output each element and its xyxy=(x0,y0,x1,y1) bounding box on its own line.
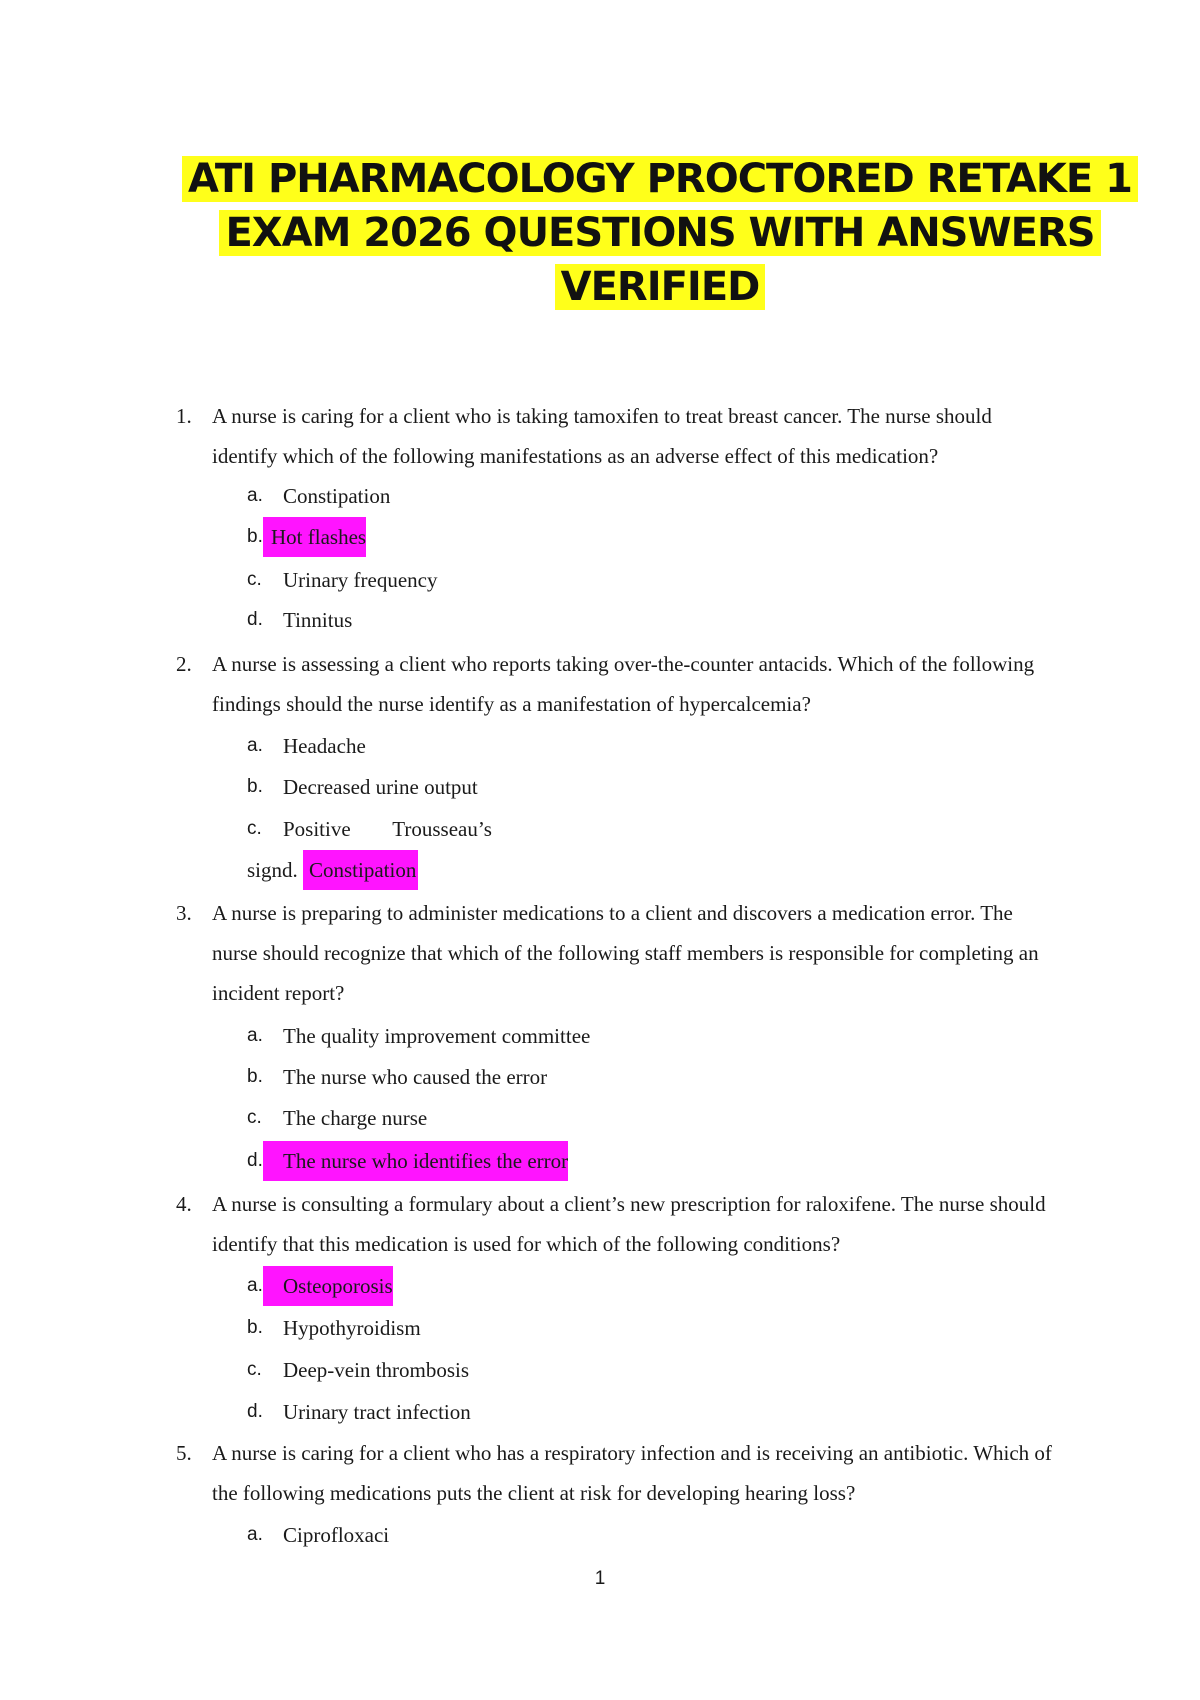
option-1d xyxy=(0,600,1200,640)
question-number: 5. xyxy=(176,1441,192,1465)
option-text: Positive Trousseau’s xyxy=(283,817,492,841)
option-text: Tinnitus xyxy=(283,608,353,632)
option-3b xyxy=(0,1057,1200,1097)
option-letter: c. xyxy=(247,1359,262,1380)
option-letter: b. xyxy=(247,526,263,547)
option-text: The quality improvement committee xyxy=(283,1024,591,1048)
question-text: A nurse is consulting a formulary about a client’s new prescription for raloxifene. The nurse should identify that this medication is used for which of the following conditions? xyxy=(212,1192,1046,1256)
option-4c xyxy=(0,1350,1200,1390)
option-letter: d. xyxy=(247,1150,263,1171)
option-1c xyxy=(0,560,1200,600)
option-letter: d. xyxy=(247,1401,263,1422)
option-3c xyxy=(0,1098,1200,1138)
document-title xyxy=(150,152,1170,314)
option-text: The charge nurse xyxy=(283,1106,428,1130)
question-number: 3. xyxy=(176,901,192,925)
option-letter: b. xyxy=(247,776,263,797)
title-line-2: EXAM 2026 QUESTIONS WITH ANSWERS xyxy=(219,210,1100,256)
option-letter: a. xyxy=(247,1025,263,1046)
question-text: A nurse is caring for a client who is taking tamoxifen to treat breast cancer. The nurse should identify which of the following manifestations as an adverse effect of this medication? xyxy=(212,404,992,468)
option-text: Decreased urine output xyxy=(283,775,478,799)
option-text: Constipation xyxy=(283,484,391,508)
question-number: 4. xyxy=(176,1192,192,1216)
option-text: The nurse who caused the error xyxy=(283,1065,548,1089)
question-number: 1. xyxy=(176,404,192,428)
option-text: Urinary frequency xyxy=(283,568,438,592)
option-3d-answer xyxy=(0,1141,1200,1181)
option-3a xyxy=(0,1016,1200,1056)
title-line-3: VERIFIED xyxy=(555,264,766,310)
option-text: Ciprofloxaci xyxy=(283,1523,390,1547)
highlighted-answer: Hot flashes xyxy=(263,517,366,557)
option-letter: c. xyxy=(247,818,262,839)
question-text: A nurse is preparing to administer medications to a client and discovers a medication error. The nurse should recognize that which of the following staff members is responsible for completing an incident report? xyxy=(212,901,1039,1005)
option-2b xyxy=(0,767,1200,807)
option-letter: d. xyxy=(247,609,263,630)
option-2c xyxy=(0,809,1200,849)
option-letter: b. xyxy=(247,1066,263,1087)
option-1b-answer xyxy=(0,517,1200,557)
option-2d-answer xyxy=(0,850,1200,890)
option-text: Hypothyroidism xyxy=(283,1316,421,1340)
question-text: A nurse is assessing a client who reports taking over-the-counter antacids. Which of the following findings should the nurse identify as a manifestation of hypercalcemia? xyxy=(212,652,1035,716)
option-1a xyxy=(0,476,1200,516)
option-letter: signd. xyxy=(247,858,298,882)
option-letter: c. xyxy=(247,569,262,590)
question-text: A nurse is caring for a client who has a respiratory infection and is receiving an antibiotic. Which of the following medications puts the client at risk for developing hearing loss? xyxy=(212,1441,1052,1505)
option-letter: a. xyxy=(247,1524,263,1545)
option-4a-answer xyxy=(0,1266,1200,1306)
option-5a xyxy=(0,1515,1200,1555)
title-line-1: ATI PHARMACOLOGY PROCTORED RETAKE 1 xyxy=(182,156,1138,202)
option-4b xyxy=(0,1308,1200,1348)
question-number: 2. xyxy=(176,652,192,676)
option-4d xyxy=(0,1392,1200,1432)
option-letter: c. xyxy=(247,1107,262,1128)
option-text: Deep-vein thrombosis xyxy=(283,1358,470,1382)
page-number: 1 xyxy=(594,1568,606,1589)
option-text: Urinary tract infection xyxy=(283,1400,471,1424)
option-letter: b. xyxy=(247,1317,263,1338)
option-2a xyxy=(0,726,1200,766)
option-text: Headache xyxy=(283,734,366,758)
option-letter: a. xyxy=(247,1275,263,1296)
highlighted-answer: Osteoporosis xyxy=(263,1266,393,1306)
highlighted-answer: Constipation xyxy=(303,850,418,890)
option-letter: a. xyxy=(247,735,263,756)
highlighted-answer: The nurse who identifies the error xyxy=(263,1141,568,1181)
option-letter: a. xyxy=(247,485,263,506)
